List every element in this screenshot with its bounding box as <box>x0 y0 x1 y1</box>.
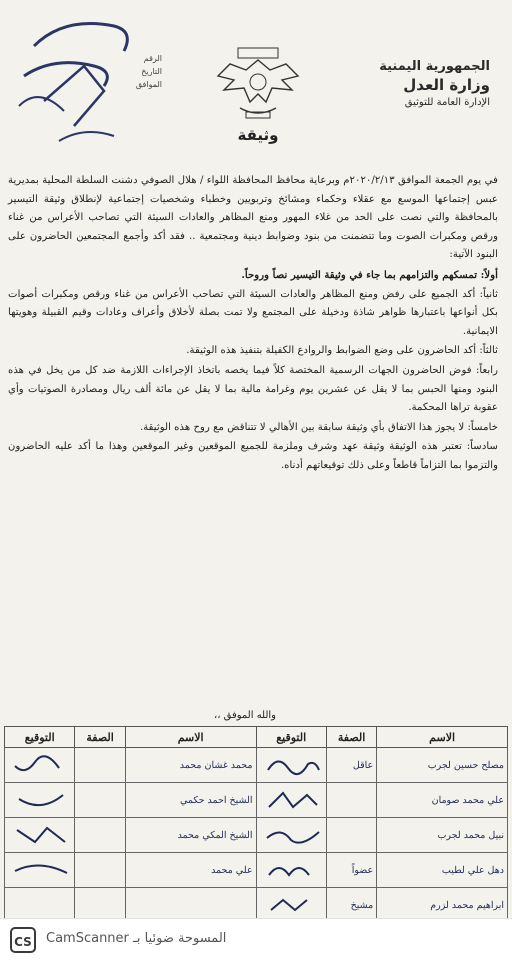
letterhead <box>372 58 490 112</box>
signature-cell <box>5 748 75 783</box>
table-row <box>5 888 508 919</box>
signature-scribble <box>11 822 71 848</box>
signature-scribble <box>263 752 323 778</box>
col-signature: التوقيع <box>256 727 326 748</box>
signer-role <box>75 748 125 783</box>
signer-name <box>125 888 256 919</box>
signature-scribble <box>263 822 323 848</box>
table-row <box>5 818 508 853</box>
signer-role <box>75 888 125 919</box>
signer-role <box>75 783 125 818</box>
republic-name: الجمهورية اليمنية <box>379 59 490 74</box>
signer-role: عضواً <box>326 853 376 888</box>
col-role-2: الصفة <box>75 727 125 748</box>
col-role: الصفة <box>326 727 376 748</box>
signer-name: ابراهيم محمد لزرم <box>377 888 508 919</box>
item-4: رابعاً: فوض الحاضرون الجهات الرسمية المختصة كلاً فيما يخصه باتخاذ الإجراءات اللازمة ضد كل من يخل في هذه البنود ومنها الحبس بما لا يقل عن عشرين يوم وغرامة مالية بما لا يقل عن مائة ألف ريال ومصادرة الصوتيات وأي عقوبة تراها المحكمة. <box>8 364 498 414</box>
document-body <box>8 172 498 477</box>
signer-role: عاقل <box>326 748 376 783</box>
date-label: التاريخ <box>141 67 162 76</box>
signature-cell <box>256 888 326 919</box>
signature-cell <box>256 853 326 888</box>
signature-cell <box>5 818 75 853</box>
col-name-2: الاسم <box>125 727 256 748</box>
col-signature-2: التوقيع <box>5 727 75 748</box>
signer-name: الشيخ المكي محمد <box>125 818 256 853</box>
table-row <box>5 783 508 818</box>
signer-name: علي محمد صومان <box>377 783 508 818</box>
table-header-row <box>5 727 508 748</box>
signature-scribble <box>11 752 71 778</box>
table-row <box>5 748 508 783</box>
signer-name: دهل علي لطيب <box>377 853 508 888</box>
signature-cell <box>256 818 326 853</box>
item-6: سادساً: تعتبر هذه الوثيقة وثيقة عهد وشرف وملزمة للجميع الموقعين وغير الموقعين وهذا ما أكد عليه الحاضرون والتزموا بما التزاماً قاطعاً وعلى ذلك توقيعاتهم أدناه. <box>8 441 498 471</box>
signer-role <box>326 818 376 853</box>
signer-role: مشيخ <box>326 888 376 919</box>
signer-name: الشيخ احمد حكمي <box>125 783 256 818</box>
signer-name: مصلح حسين لجرب <box>377 748 508 783</box>
signature-cell <box>256 748 326 783</box>
item-2: ثانياً: أكد الجميع على رفض ومنع المظاهر والعادات السيئة التي تصاحب الأعراس من غناء ورقص ومكبرات أصوات بكل أنواعها باعتبارها ظواهر شاذة ودخيلة على المجتمع ولا تمت بصلة لأخلاق وأعراف وعادات وقيم القبيلة وهويتها الايمانية. <box>8 288 498 337</box>
camscanner-logo-icon: CS <box>10 927 36 953</box>
signature-cell <box>5 888 75 919</box>
signer-role <box>75 818 125 853</box>
department-name: الإدارة العامة للتوثيق <box>404 97 490 108</box>
signature-scribble <box>263 857 323 883</box>
signer-role <box>75 853 125 888</box>
document-title: وثيقة <box>237 126 279 144</box>
signer-name: محمد غشان محمد <box>125 748 256 783</box>
reference-fields <box>92 52 162 91</box>
footer-text: المسوحة ضوئيا بـ CamScanner <box>46 931 227 946</box>
table-row <box>5 853 508 888</box>
signature-scribble <box>263 892 323 918</box>
hijri-label: الموافق <box>135 80 162 89</box>
closing-line: والله الموفق ،، <box>213 710 277 721</box>
signature-cell <box>256 783 326 818</box>
signature-scribble <box>11 787 71 813</box>
intro-paragraph: في يوم الجمعة الموافق ٢٠٢٠/٢/١٣م وبرعاية محافظ المحافظة اللواء / هلال الصوفي دشنت السلطة المحلية بمديرية عبس إجتماعها الموسع مع عقلاء وحكماء ومشائخ وتربويين وخطباء وشخصيات إجتماعية لإنطلاق وثيقة التيسير بالمحافظة والتي نصت على الحد من غلاء المهور ومنع المظاهر والعادات السيئة التي تصاحب الأعراس من غناء ورقص ومكبرات الصوت وما تتضمنت من بنود وضوابط دينية ومجتمعية .. فقد أكد وأجمع المجتمعين الحاضرون على البنود الآتية: <box>8 175 499 261</box>
signer-name: علي محمد <box>125 853 256 888</box>
ministry-name: وزارة العدل <box>403 76 490 94</box>
camscanner-footer <box>0 918 512 961</box>
signer-role <box>326 783 376 818</box>
signature-scribble <box>11 857 71 883</box>
col-name: الاسم <box>377 727 508 748</box>
item-1: أولاً: تمسكهم والتزامهم بما جاء في وثيقة التيسير نصاً وروحاً. <box>241 268 498 281</box>
signatures-table <box>4 726 508 916</box>
signer-name: نبيل محمد لجرب <box>377 818 508 853</box>
item-5: خامساً: لا يجوز هذا الاتفاق بأي وثيقة سابقة بين الأهالي لا تتناقض مع روح هذه الوثيقة. <box>139 421 498 433</box>
item-3: ثالثاً: أكد الحاضرون على وضع الضوابط والروادع الكفيلة بتنفيذ هذه الوثيقة. <box>186 345 498 357</box>
signature-scribble <box>263 787 323 813</box>
signature-cell <box>5 853 75 888</box>
yemen-eagle-emblem-icon <box>210 46 306 126</box>
signature-cell <box>5 783 75 818</box>
number-label: الرقم <box>143 54 162 63</box>
